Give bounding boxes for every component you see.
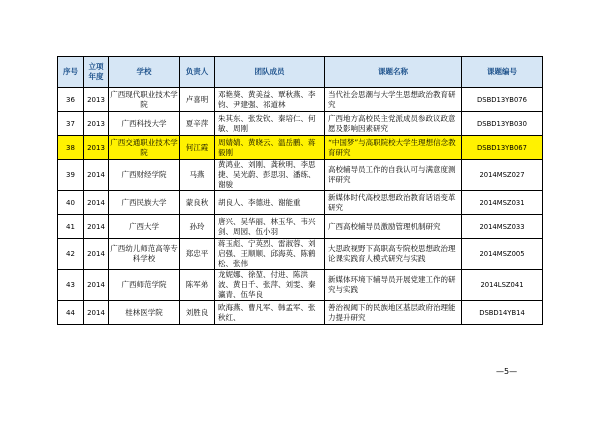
cell-no: 39 xyxy=(58,160,84,191)
cell-leader: 卢喜明 xyxy=(180,88,215,112)
cell-year: 2013 xyxy=(84,112,109,136)
cell-year: 2014 xyxy=(84,160,109,191)
cell-year: 2014 xyxy=(84,270,109,301)
cell-team: 朱其东、张发钦、秦培仁、何敏、周刚 xyxy=(215,112,325,136)
cell-code: 2014MSZ005 xyxy=(462,239,543,270)
cell-topic: “中国梦”与高职院校大学生理想信念教育研究 xyxy=(325,136,462,160)
header-code: 课题编号 xyxy=(462,57,543,88)
cell-team: 周婧婧、黄晓云、温岳鹏、蒋毅刚 xyxy=(215,136,325,160)
cell-no: 40 xyxy=(58,191,84,215)
cell-code: DSBD13YB030 xyxy=(462,112,543,136)
cell-year: 2014 xyxy=(84,191,109,215)
cell-team: 蒋玉彪、宁英烈、雷淑蓉、刘启强、王顺顺、邱海英、陈鹤松、张伟 xyxy=(215,239,325,270)
cell-year: 2013 xyxy=(84,136,109,160)
cell-no: 36 xyxy=(58,88,84,112)
cell-year: 2014 xyxy=(84,301,109,325)
cell-year: 2013 xyxy=(84,88,109,112)
cell-code: 2014LSZ041 xyxy=(462,270,543,301)
cell-leader: 刘胜良 xyxy=(180,301,215,325)
table-row xyxy=(58,160,543,191)
cell-code: 2014MSZ027 xyxy=(462,160,543,191)
table-body xyxy=(58,88,543,325)
table-row xyxy=(58,239,543,270)
table-header-row xyxy=(58,57,543,88)
cell-year: 2014 xyxy=(84,215,109,239)
cell-team: 龙妮娜、徐堃、付进、陈洪波、黄日千、张萍、刘雯、秦瀛青、伍华良 xyxy=(215,270,325,301)
header-school: 学校 xyxy=(109,57,180,88)
cell-topic: 高校辅导员工作的自我认可与满意度测评研究 xyxy=(325,160,462,191)
cell-leader: 夏辛萍 xyxy=(180,112,215,136)
header-leader: 负责人 xyxy=(180,57,215,88)
cell-topic: 新媒体时代高校思想政治教育话语变革研究 xyxy=(325,191,462,215)
cell-school: 广西幼儿师范高等专科学校 xyxy=(109,239,180,270)
cell-topic: 当代社会思潮与大学生思想政治教育研究 xyxy=(325,88,462,112)
table-row xyxy=(58,191,543,215)
cell-topic: 广西地方高校民主党派成员参政议政意愿及影响因素研究 xyxy=(325,112,462,136)
cell-year: 2014 xyxy=(84,239,109,270)
cell-code: 2014MSZ031 xyxy=(462,191,543,215)
cell-team: 唐兴、吴华丽、林玉华、韦兴剑、周园、伍小羽 xyxy=(215,215,325,239)
cell-team: 欧海燕、曹凡军、韩孟军、张秋红、 xyxy=(215,301,325,325)
cell-code: DSBD14YB14 xyxy=(462,301,543,325)
cell-no: 38 xyxy=(58,136,84,160)
cell-school: 广西财经学院 xyxy=(109,160,180,191)
cell-leader: 郑忠平 xyxy=(180,239,215,270)
cell-school: 广西现代职业技术学院 xyxy=(109,88,180,112)
cell-school: 广西民族大学 xyxy=(109,191,180,215)
cell-team: 胡良人、李德进、谢能重 xyxy=(215,191,325,215)
cell-code: DSBD13YB067 xyxy=(462,136,543,160)
cell-leader: 何江霞 xyxy=(180,136,215,160)
cell-topic: 善治视阈下的民族地区基层政府治理能力提升研究 xyxy=(325,301,462,325)
cell-no: 43 xyxy=(58,270,84,301)
cell-leader: 孙玲 xyxy=(180,215,215,239)
cell-team: 邓艳葵、黄美益、覃秋燕、李钧、尹建强、祁道林 xyxy=(215,88,325,112)
cell-leader: 陈军弟 xyxy=(180,270,215,301)
cell-no: 44 xyxy=(58,301,84,325)
table-row xyxy=(58,270,543,301)
cell-team: 黄鸿业、刘刚、龚秋明、李思捷、吴光蔚、彭思羽、潘练、谢骏 xyxy=(215,160,325,191)
projects-table xyxy=(57,56,543,325)
cell-school: 广西师范学院 xyxy=(109,270,180,301)
cell-no: 41 xyxy=(58,215,84,239)
cell-topic: 大思政视野下高职高专院校思想政治理论课实践育人模式研究与实践 xyxy=(325,239,462,270)
cell-leader: 蒙良秋 xyxy=(180,191,215,215)
cell-school: 广西交通职业技术学院 xyxy=(109,136,180,160)
cell-school: 广西科技大学 xyxy=(109,112,180,136)
cell-no: 42 xyxy=(58,239,84,270)
table-row xyxy=(58,301,543,325)
cell-leader: 马燕 xyxy=(180,160,215,191)
cell-code: DSBD13YB076 xyxy=(462,88,543,112)
cell-topic: 新媒体环境下辅导员开展党建工作的研究与实践 xyxy=(325,270,462,301)
header-year: 立项年度 xyxy=(84,57,109,88)
header-team: 团队成员 xyxy=(215,57,325,88)
table-row xyxy=(58,112,543,136)
cell-code: 2014MSZ033 xyxy=(462,215,543,239)
cell-school: 桂林医学院 xyxy=(109,301,180,325)
cell-school: 广西大学 xyxy=(109,215,180,239)
page-number: —5— xyxy=(496,367,518,376)
cell-no: 37 xyxy=(58,112,84,136)
cell-topic: 广西高校辅导员激励管理机制研究 xyxy=(325,215,462,239)
table-row xyxy=(58,136,543,160)
table-row xyxy=(58,88,543,112)
header-no: 序号 xyxy=(58,57,84,88)
table-row xyxy=(58,215,543,239)
header-topic: 课题名称 xyxy=(325,57,462,88)
